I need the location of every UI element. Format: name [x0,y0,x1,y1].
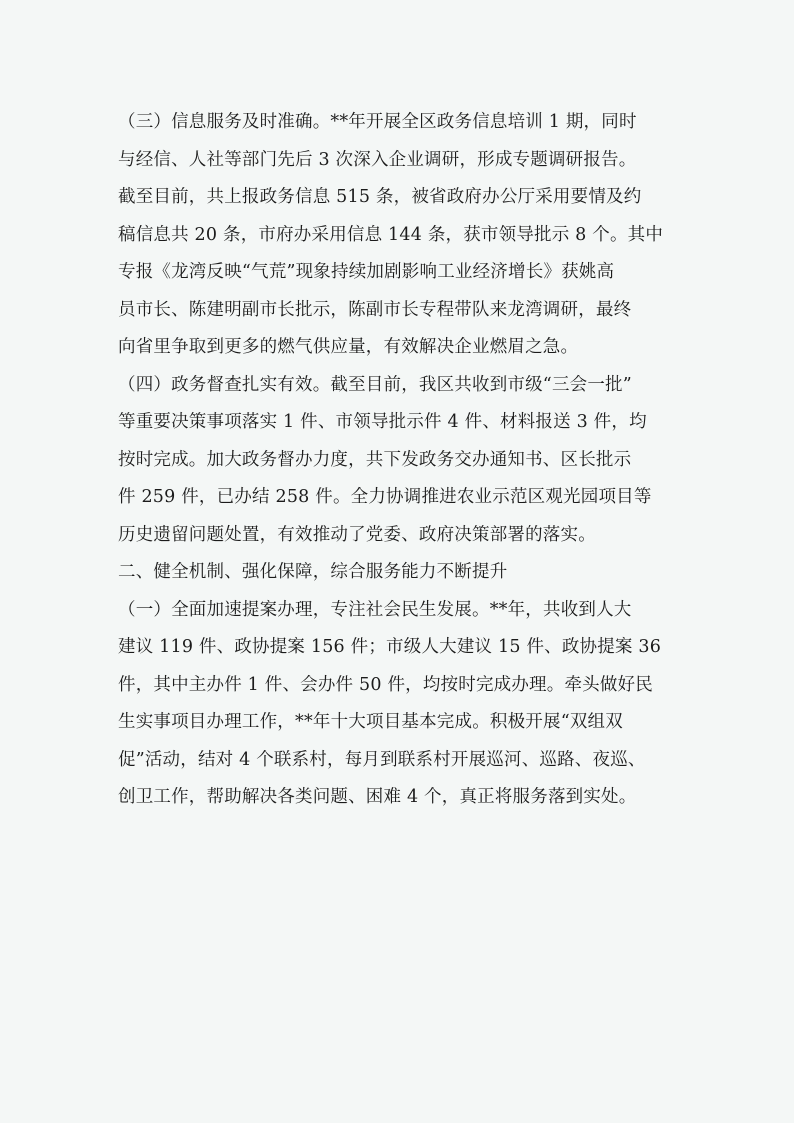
document-body [118,104,718,817]
section-heading: 二、健全机制、强化保障，综合服务能力不断提升 [118,562,508,582]
text-line: 件 259 件，已办结 258 件。全力协调推进农业示范区观光园项目等 [118,487,652,507]
text-line: 专报《龙湾反映“气荒”现象持续加剧影响工业经济增长》获姚高 [118,262,615,282]
text-line: （三）信息服务及时准确。**年开展全区政务信息培训 1 期，同时 [118,112,637,132]
text-line: 等重要决策事项落实 1 件、市领导批示件 4 件、材料报送 3 件，均 [118,412,647,432]
text-line: 向省里争取到更多的燃气供应量，有效解决企业燃眉之急。 [118,337,579,357]
text-line: 截至目前，共上报政务信息 515 条，被省政府办公厅采用要情及约 [118,187,642,207]
text-line: 历史遗留问题处置，有效推动了党委、政府决策部署的落实。 [118,524,596,545]
text-line: 件，其中主办件 1 件、会办件 50 件，均按时完成办理。牵头做好民 [118,674,653,695]
text-line: 与经信、人社等部门先后 3 次深入企业调研，形成专题调研报告。 [118,149,637,170]
text-line: 建议 119 件、政协提案 156 件；市级人大建议 15 件、政协提案 36 [118,637,662,657]
text-line: （四）政务督查扎实有效。截至目前，我区共收到市级“三会一批” [118,374,632,395]
text-line: 按时完成。加大政务督办力度，共下发政务交办通知书、区长批示 [118,449,632,470]
text-line: （一）全面加速提案办理，专注社会民生发展。**年，共收到人大 [118,599,632,620]
text-line: 生实事项目办理工作，**年十大项目基本完成。积极开展“双组双 [118,712,623,732]
text-line: 稿信息共 20 条，市府办采用信息 144 条，获市领导批示 8 个。其中 [118,224,664,245]
text-line: 员市长、陈建明副市长批示，陈副市长专程带队来龙湾调研，最终 [118,299,632,320]
text-line: 促”活动，结对 4 个联系村，每月到联系村开展巡河、巡路、夜巡、 [118,749,646,770]
text-line: 创卫工作，帮助解决各类问题、困难 4 个，真正将服务落到实处。 [118,787,637,807]
